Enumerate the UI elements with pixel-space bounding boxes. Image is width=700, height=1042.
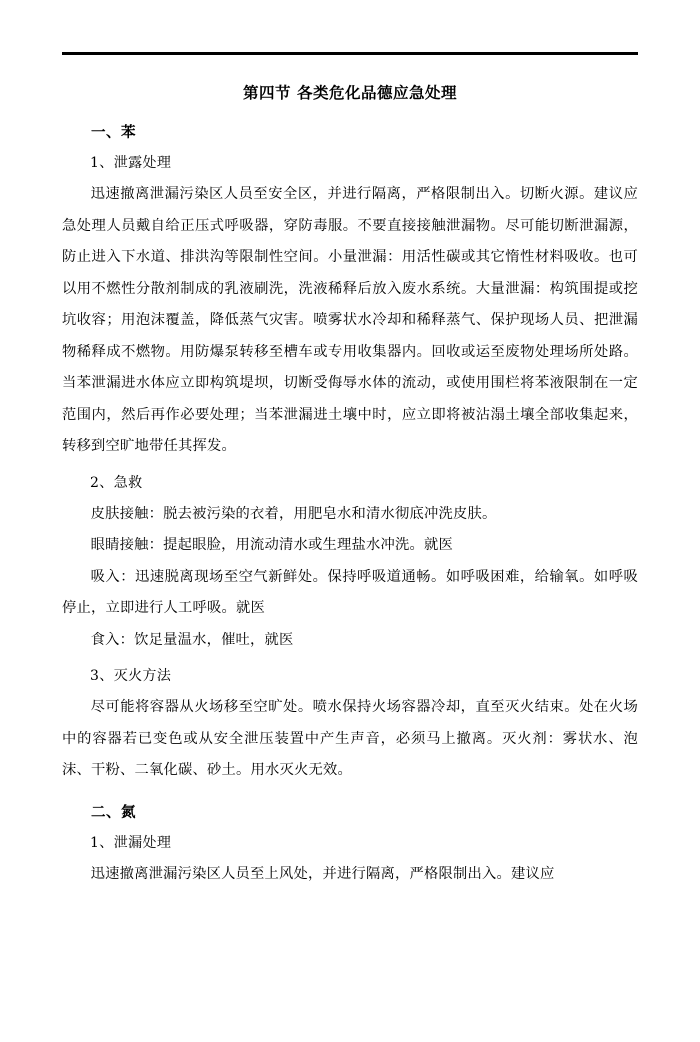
subsection-heading-2-1: 1、泄漏处理 [90,834,172,851]
paragraph: 吸入：迅速脱离现场至空气新鲜处。保持呼吸道通畅。如呼吸困难，给输氧。如呼吸停止，立即进行人工呼吸。就医 [62,568,638,616]
section-heading-2: 二、氮 [91,803,136,821]
document-page [0,52,700,1042]
page-title: 第四节 各类危化品德应急处理 [243,83,457,102]
subsection-heading-1-1: 1、泄露处理 [90,155,172,171]
header-divider [62,52,638,55]
paragraph: 皮肤接触：脱去被污染的衣着，用肥皂水和清水彻底冲洗皮肤。 [90,505,497,522]
subsection-heading-1-2: 2、急救 [90,474,143,491]
paragraph: 眼睛接触：提起眼脸，用流动清水或生理盐水冲洗。就医 [90,537,454,553]
paragraph: 迅速撤离泄漏污染区人员至上风处，并进行隔离，严格限制出入。建议应 [90,865,555,882]
paragraph: 迅速撤离泄漏污染区人员至安全区，并进行隔离，严格限制出入。切断火源。建议应急处理人员戴自给正压式呼吸器，穿防毒服。不要直接接触泄漏物。尽可能切断泄漏源，防止进入下水道、排洪沟等限制性空间。小量泄漏：用活性碳或其它惰性材料吸收。也可以用不燃性分散剂制成的乳液刷洗，洗液稀释后放入废水系统。大量泄漏：构筑围提或挖坑收容；用泡沫覆盖，降低蒸气灾害。喷雾状水冷却和稀释蒸气、保护现场人员、把泄漏物稀释成不燃物。用防爆泵转移至槽车或专用收集器内。回收或运至废物处理场所处路。当苯泄漏进水体应立即构筑堤坝，切断受侮辱水体的流动，或使用围栏将苯液限制在一定范围内，然后再作必要处理；当苯泄漏进土壤中时，应立即将被沾溻土壤全部收集起来，转移到空旷地带任其挥发。 [62,186,638,454]
paragraph: 尽可能将容器从火场移至空旷处。喷水保持火场容器冷却，直至灭火结束。处在火场中的容器若已变色或从安全泄压装置中产生声音，必须马上撤离。灭火剂：雾状水、泡沫、干粉、二氧化碳、砂土。用水灭火无效。 [62,699,638,778]
paragraph: 食入：饮足量温水，催吐，就医 [90,631,294,648]
subsection-heading-1-3: 3、灭火方法 [90,668,172,684]
section-heading-1: 一、苯 [91,124,136,141]
